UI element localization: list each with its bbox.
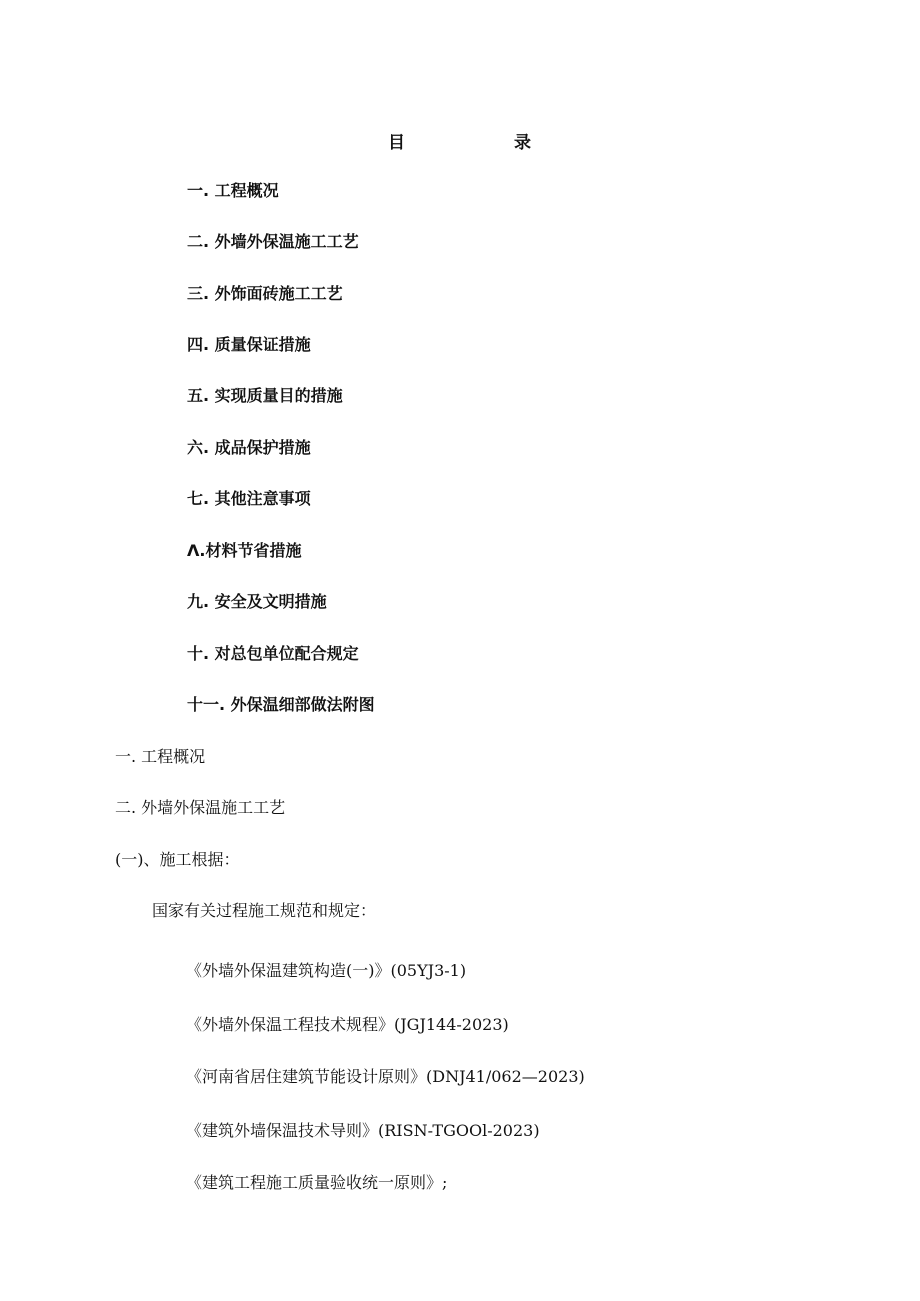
toc-item: Λ.材料节省措施 — [187, 541, 302, 560]
toc-item: 六. 成品保护措施 — [187, 438, 311, 457]
toc-item: 五. 实现质量目的措施 — [187, 386, 343, 405]
toc-item: 三. 外饰面砖施工工艺 — [187, 284, 343, 303]
reference-item: 《建筑外墙保温技术导则》(RISN-TGOOl-2023) — [186, 1121, 540, 1140]
section-heading: 一. 工程概况 — [115, 747, 206, 766]
toc-title-char-1: 目 — [388, 133, 405, 153]
paragraph-intro: 国家有关过程施工规范和规定： — [152, 901, 377, 920]
reference-item: 《外墙外保温建筑构造(一)》(05YJ3-1) — [186, 961, 467, 980]
toc-item: 四. 质量保证措施 — [187, 335, 311, 354]
toc-title — [0, 128, 920, 152]
reference-item: 《外墙外保温工程技术规程》(JGJ144-2023) — [186, 1015, 509, 1034]
reference-item: 《河南省居住建筑节能设计原则》(DNJ41/062—2023) — [186, 1067, 585, 1086]
toc-item: 一. 工程概况 — [187, 181, 279, 200]
toc-item: 九. 安全及文明措施 — [187, 592, 327, 611]
toc-item: 七. 其他注意事项 — [187, 489, 311, 508]
toc-item: 二. 外墙外保温施工工艺 — [187, 232, 359, 251]
toc-item: 十. 对总包单位配合规定 — [187, 644, 359, 663]
toc-item: 十一. 外保温细部做法附图 — [187, 695, 375, 714]
reference-item: 《建筑工程施工质量验收统一原则》; — [186, 1173, 448, 1192]
toc-title-char-2: 录 — [514, 133, 531, 153]
subsection-heading: (一)、施工根据： — [115, 850, 240, 869]
section-heading: 二. 外墙外保温施工工艺 — [115, 798, 286, 817]
